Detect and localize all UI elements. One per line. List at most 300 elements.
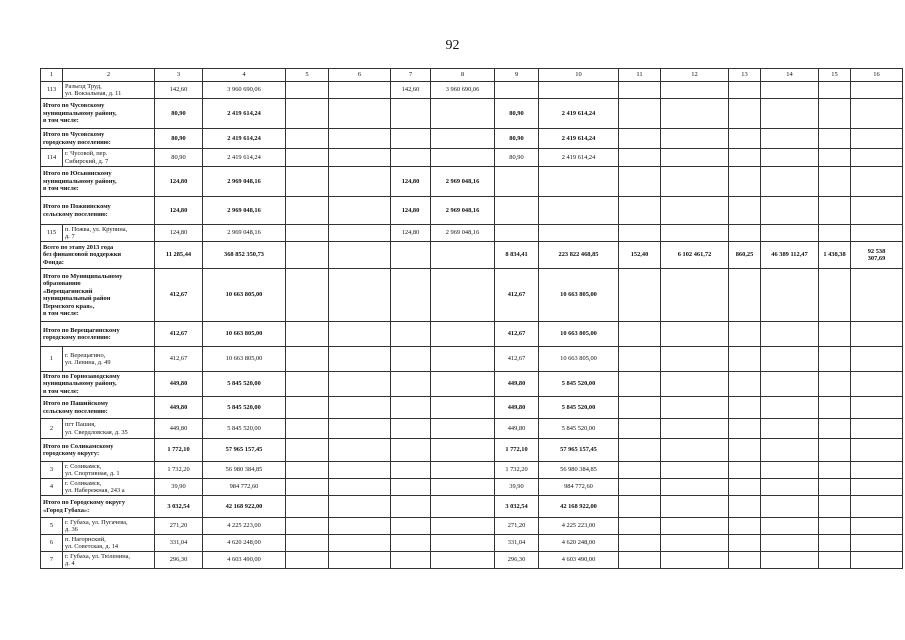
- table-cell: [819, 99, 851, 129]
- table-cell: [286, 149, 329, 167]
- table-cell: 412,67: [495, 269, 539, 322]
- table-cell: [495, 225, 539, 242]
- table-cell: 124,80: [391, 225, 431, 242]
- table-cell: 1 732,20: [495, 462, 539, 479]
- table-cell: 3 032,54: [155, 496, 203, 518]
- table-cell: [495, 167, 539, 197]
- table-row: [41, 462, 903, 479]
- table-cell: [286, 479, 329, 496]
- table-cell: 3 032,54: [495, 496, 539, 518]
- table-cell: 5 845 520,00: [203, 372, 286, 397]
- table-cell: [661, 496, 729, 518]
- table-cell: [329, 269, 391, 322]
- table-cell: [329, 372, 391, 397]
- table-cell: [539, 197, 619, 225]
- table-cell: [619, 479, 661, 496]
- table-cell: [851, 82, 903, 99]
- table-cell: [431, 535, 495, 552]
- table-cell: 1 732,20: [155, 462, 203, 479]
- table-cell: [819, 167, 851, 197]
- table-cell: 80,90: [495, 129, 539, 149]
- table-cell: [661, 439, 729, 462]
- row-number: 114: [41, 149, 63, 167]
- table-cell: [761, 479, 819, 496]
- table-cell: [329, 419, 391, 439]
- table-cell: [851, 129, 903, 149]
- table-cell: 2 969 048,16: [431, 167, 495, 197]
- table-cell: [619, 225, 661, 242]
- table-cell: [619, 322, 661, 347]
- table-cell: 1 438,38: [819, 242, 851, 269]
- table-cell: 10 663 805,00: [539, 269, 619, 322]
- table-cell: [286, 242, 329, 269]
- column-header: 14: [761, 69, 819, 82]
- table-cell: [431, 552, 495, 569]
- table-cell: [819, 419, 851, 439]
- table-cell: [619, 99, 661, 129]
- table-cell: [286, 129, 329, 149]
- table-cell: 984 772,60: [203, 479, 286, 496]
- table-row: [41, 347, 903, 372]
- table-cell: [329, 149, 391, 167]
- table-cell: [661, 479, 729, 496]
- table-cell: 39,90: [155, 479, 203, 496]
- table-cell: [819, 439, 851, 462]
- table-cell: [819, 347, 851, 372]
- table-cell: 1 772,10: [495, 439, 539, 462]
- total-label: Итого по Муниципальному образованию «Верещагинский муниципальный район Пермского края», в том числе:: [41, 269, 155, 322]
- row-number: 5: [41, 518, 63, 535]
- total-label: Всего по этапу 2013 года без финансовой поддержки Фонда:: [41, 242, 155, 269]
- table-cell: 5 845 520,00: [203, 397, 286, 419]
- table-cell: [761, 372, 819, 397]
- table-row: [41, 419, 903, 439]
- address-cell: пгт Пашия, ул. Свердловская, д. 35: [63, 419, 155, 439]
- table-cell: [819, 479, 851, 496]
- table-cell: 1 772,10: [155, 439, 203, 462]
- table-cell: [286, 496, 329, 518]
- table-cell: [851, 167, 903, 197]
- table-cell: [729, 419, 761, 439]
- table-cell: 331,04: [155, 535, 203, 552]
- table-cell: [661, 552, 729, 569]
- table-cell: 412,67: [155, 269, 203, 322]
- table-cell: [729, 372, 761, 397]
- table-cell: [391, 397, 431, 419]
- table-cell: [851, 322, 903, 347]
- table-row: [41, 535, 903, 552]
- table-cell: 3 960 690,06: [431, 82, 495, 99]
- table-cell: [329, 397, 391, 419]
- table-cell: [329, 167, 391, 197]
- table-cell: 42 168 922,00: [539, 496, 619, 518]
- table-cell: 3 960 690,06: [203, 82, 286, 99]
- table-cell: [431, 149, 495, 167]
- table-cell: [391, 149, 431, 167]
- table-cell: [761, 322, 819, 347]
- total-row: [41, 197, 903, 225]
- table-cell: [819, 225, 851, 242]
- table-cell: [819, 322, 851, 347]
- total-label: Итого по Верещагинскому городскому поселению:: [41, 322, 155, 347]
- table-cell: [329, 347, 391, 372]
- table-cell: [431, 479, 495, 496]
- table-cell: 271,20: [155, 518, 203, 535]
- table-cell: [329, 197, 391, 225]
- table-cell: [619, 149, 661, 167]
- table-cell: [286, 167, 329, 197]
- table-cell: 412,67: [495, 322, 539, 347]
- table-cell: [661, 535, 729, 552]
- table-cell: [819, 496, 851, 518]
- table-cell: 449,80: [155, 419, 203, 439]
- table-cell: [286, 439, 329, 462]
- table-cell: [286, 552, 329, 569]
- table-cell: [391, 99, 431, 129]
- table-cell: 80,90: [155, 149, 203, 167]
- table-cell: 80,90: [155, 129, 203, 149]
- table-cell: 4 225 223,00: [539, 518, 619, 535]
- table-cell: [851, 347, 903, 372]
- table-cell: [661, 82, 729, 99]
- table-cell: [431, 462, 495, 479]
- column-header: 16: [851, 69, 903, 82]
- table-cell: [661, 397, 729, 419]
- table-cell: [761, 397, 819, 419]
- column-header: 12: [661, 69, 729, 82]
- table-cell: [495, 82, 539, 99]
- column-header: 6: [329, 69, 391, 82]
- table-cell: [761, 535, 819, 552]
- table-row: [41, 479, 903, 496]
- table-cell: 142,60: [155, 82, 203, 99]
- total-label: Итого по Городскому округу «Город Губаха»:: [41, 496, 155, 518]
- table-cell: [431, 518, 495, 535]
- total-label: Итого по Чусовскому муниципальному району, в том числе:: [41, 99, 155, 129]
- table-cell: 10 663 805,00: [203, 269, 286, 322]
- table-cell: [391, 462, 431, 479]
- table-cell: [619, 82, 661, 99]
- table-cell: [761, 269, 819, 322]
- column-header: 13: [729, 69, 761, 82]
- table-cell: [391, 439, 431, 462]
- table-cell: 92 538 307,69: [851, 242, 903, 269]
- table-cell: 5 845 520,00: [539, 372, 619, 397]
- table-cell: [819, 535, 851, 552]
- table-cell: 8 834,41: [495, 242, 539, 269]
- table-cell: [819, 552, 851, 569]
- table-cell: [729, 397, 761, 419]
- table-cell: 984 772,60: [539, 479, 619, 496]
- column-header: 4: [203, 69, 286, 82]
- table-cell: [329, 82, 391, 99]
- table-cell: [661, 518, 729, 535]
- table-cell: [391, 535, 431, 552]
- page-number: 92: [445, 38, 460, 53]
- table-cell: [431, 99, 495, 129]
- table-cell: 449,80: [155, 372, 203, 397]
- table-cell: [661, 225, 729, 242]
- table-cell: 4 620 248,00: [203, 535, 286, 552]
- table-cell: [661, 149, 729, 167]
- table-cell: [761, 225, 819, 242]
- table-cell: [619, 269, 661, 322]
- table-cell: [851, 552, 903, 569]
- table-cell: [329, 99, 391, 129]
- row-number: 2: [41, 419, 63, 439]
- row-number: 115: [41, 225, 63, 242]
- table-cell: [761, 518, 819, 535]
- table-cell: [286, 322, 329, 347]
- table-cell: [729, 496, 761, 518]
- table-cell: 2 969 048,16: [431, 197, 495, 225]
- table-cell: [619, 535, 661, 552]
- table-cell: [761, 552, 819, 569]
- table-cell: 412,67: [495, 347, 539, 372]
- table-cell: [761, 419, 819, 439]
- table-cell: [851, 419, 903, 439]
- table-cell: 2 419 614,24: [539, 129, 619, 149]
- table-cell: [661, 167, 729, 197]
- table-cell: [661, 322, 729, 347]
- table-cell: 2 969 048,16: [203, 197, 286, 225]
- row-number: 113: [41, 82, 63, 99]
- table-cell: 124,80: [391, 167, 431, 197]
- table-cell: 124,80: [155, 225, 203, 242]
- table-cell: [286, 269, 329, 322]
- address-cell: г. Соликамск, ул. Спортивная, д. 1: [63, 462, 155, 479]
- table-cell: [851, 372, 903, 397]
- table-cell: 124,80: [155, 197, 203, 225]
- table-cell: [329, 535, 391, 552]
- table-cell: [729, 82, 761, 99]
- total-label: Итого по Соликамскому городскому округу:: [41, 439, 155, 462]
- table-cell: [391, 242, 431, 269]
- table-cell: 860,25: [729, 242, 761, 269]
- table-cell: 142,60: [391, 82, 431, 99]
- table-cell: [391, 419, 431, 439]
- table-cell: [851, 197, 903, 225]
- table-cell: 124,80: [391, 197, 431, 225]
- table-cell: [761, 99, 819, 129]
- table-cell: [431, 496, 495, 518]
- table-cell: 57 965 157,45: [539, 439, 619, 462]
- table-cell: [819, 82, 851, 99]
- table-cell: 124,80: [155, 167, 203, 197]
- column-header: 1: [41, 69, 63, 82]
- table-cell: [729, 167, 761, 197]
- table-cell: [729, 225, 761, 242]
- column-header: 2: [63, 69, 155, 82]
- table-cell: [761, 82, 819, 99]
- table-cell: [851, 535, 903, 552]
- table-cell: [729, 322, 761, 347]
- table-cell: [329, 462, 391, 479]
- table-cell: 449,80: [495, 419, 539, 439]
- housing-program-table: [40, 68, 903, 569]
- table-cell: [851, 479, 903, 496]
- table-cell: 80,90: [495, 99, 539, 129]
- row-number: 3: [41, 462, 63, 479]
- total-label: Итого по Пожвинскому сельскому поселению:: [41, 197, 155, 225]
- table-cell: 10 663 805,00: [203, 347, 286, 372]
- address-cell: г. Губаха, ул. Пугачева, д. 36: [63, 518, 155, 535]
- column-header: 5: [286, 69, 329, 82]
- table-cell: [851, 397, 903, 419]
- column-header: 11: [619, 69, 661, 82]
- table-cell: [286, 419, 329, 439]
- table-cell: [729, 347, 761, 372]
- table-cell: [661, 269, 729, 322]
- table-cell: [619, 347, 661, 372]
- table-cell: 412,67: [155, 322, 203, 347]
- table-cell: [851, 518, 903, 535]
- address-cell: п. Пожва, ул. Крупина, д. 7: [63, 225, 155, 242]
- table-cell: [286, 99, 329, 129]
- table-cell: [391, 496, 431, 518]
- table-cell: 5 845 520,00: [539, 419, 619, 439]
- table-cell: [329, 518, 391, 535]
- total-row: [41, 99, 903, 129]
- address-cell: г. Верещагино, ул. Ленина, д. 49: [63, 347, 155, 372]
- table-cell: [819, 462, 851, 479]
- table-cell: [619, 167, 661, 197]
- address-cell: Разъезд Труд, ул. Вокзальная, д. 11: [63, 82, 155, 99]
- table-cell: 5 845 520,00: [203, 419, 286, 439]
- table-cell: [495, 197, 539, 225]
- address-cell: г. Губаха, ул. Тюленина, д. 4: [63, 552, 155, 569]
- row-number: 4: [41, 479, 63, 496]
- table-cell: [661, 197, 729, 225]
- total-row: [41, 242, 903, 269]
- row-number: 6: [41, 535, 63, 552]
- table-cell: [391, 269, 431, 322]
- table-cell: 223 822 468,85: [539, 242, 619, 269]
- table-cell: [431, 372, 495, 397]
- table-cell: [851, 149, 903, 167]
- total-row: [41, 372, 903, 397]
- table-cell: [729, 552, 761, 569]
- table-cell: [286, 197, 329, 225]
- table-cell: [329, 129, 391, 149]
- table-cell: [391, 479, 431, 496]
- table-cell: 10 663 805,00: [539, 347, 619, 372]
- table-cell: [661, 129, 729, 149]
- total-row: [41, 129, 903, 149]
- table-row: [41, 82, 903, 99]
- table-cell: [729, 149, 761, 167]
- table-cell: 412,67: [155, 347, 203, 372]
- table-cell: [391, 518, 431, 535]
- table-cell: [286, 347, 329, 372]
- table-cell: [431, 347, 495, 372]
- column-header: 8: [431, 69, 495, 82]
- table-cell: [851, 439, 903, 462]
- total-row: [41, 269, 903, 322]
- table-cell: [539, 82, 619, 99]
- table-cell: [539, 167, 619, 197]
- header-row: [41, 69, 903, 82]
- table-cell: 46 389 112,47: [761, 242, 819, 269]
- table-cell: [431, 439, 495, 462]
- total-label: Итого по Пашийскому сельскому поселению:: [41, 397, 155, 419]
- table-cell: [619, 197, 661, 225]
- table-cell: 4 620 248,00: [539, 535, 619, 552]
- table-cell: 80,90: [495, 149, 539, 167]
- table-cell: [329, 322, 391, 347]
- table-cell: [329, 242, 391, 269]
- table-cell: 80,90: [155, 99, 203, 129]
- table-cell: 2 419 614,24: [203, 149, 286, 167]
- table-cell: [431, 322, 495, 347]
- total-label: Итого по Юсьвинскому муниципальному району, в том числе:: [41, 167, 155, 197]
- total-label: Итого по Горнозаводскому муниципальному району, в том числе:: [41, 372, 155, 397]
- column-header: 3: [155, 69, 203, 82]
- table-cell: 4 603 490,00: [539, 552, 619, 569]
- table-cell: [729, 197, 761, 225]
- table-cell: [851, 462, 903, 479]
- table-cell: [819, 149, 851, 167]
- table-cell: [391, 322, 431, 347]
- table-cell: [286, 82, 329, 99]
- table-cell: [619, 419, 661, 439]
- table-cell: [619, 552, 661, 569]
- table-cell: 2 419 614,24: [539, 149, 619, 167]
- table-cell: [819, 397, 851, 419]
- table-cell: [329, 479, 391, 496]
- table-cell: [286, 372, 329, 397]
- table-cell: 2 969 048,16: [431, 225, 495, 242]
- total-label: Итого по Чусовскому городскому поселению:: [41, 129, 155, 149]
- table-cell: [431, 242, 495, 269]
- column-header: 15: [819, 69, 851, 82]
- table-cell: 271,20: [495, 518, 539, 535]
- table-cell: 39,90: [495, 479, 539, 496]
- row-number: 1: [41, 347, 63, 372]
- table-cell: 10 663 805,00: [539, 322, 619, 347]
- table-cell: [329, 439, 391, 462]
- table-cell: [391, 552, 431, 569]
- address-cell: г. Соликамск, ул. Набережная, 243 а: [63, 479, 155, 496]
- table-cell: [729, 439, 761, 462]
- table-cell: 11 285,44: [155, 242, 203, 269]
- table-cell: [819, 197, 851, 225]
- table-cell: 56 980 384,85: [539, 462, 619, 479]
- table-cell: [729, 99, 761, 129]
- table-cell: 2 419 614,24: [203, 99, 286, 129]
- table-row: [41, 518, 903, 535]
- table-cell: [819, 269, 851, 322]
- table-cell: [619, 129, 661, 149]
- table-cell: [761, 496, 819, 518]
- table-cell: [619, 439, 661, 462]
- table-cell: [851, 269, 903, 322]
- table-cell: [661, 372, 729, 397]
- table-cell: [391, 129, 431, 149]
- table-cell: [286, 462, 329, 479]
- address-cell: п. Нагорнский, ул. Советская, д. 14: [63, 535, 155, 552]
- table-cell: [819, 518, 851, 535]
- table-cell: [729, 535, 761, 552]
- table-row: [41, 225, 903, 242]
- column-header: 10: [539, 69, 619, 82]
- table-cell: [761, 129, 819, 149]
- table-cell: [619, 397, 661, 419]
- table-cell: [729, 518, 761, 535]
- table-row: [41, 149, 903, 167]
- table-cell: 10 663 805,00: [203, 322, 286, 347]
- table-cell: [761, 149, 819, 167]
